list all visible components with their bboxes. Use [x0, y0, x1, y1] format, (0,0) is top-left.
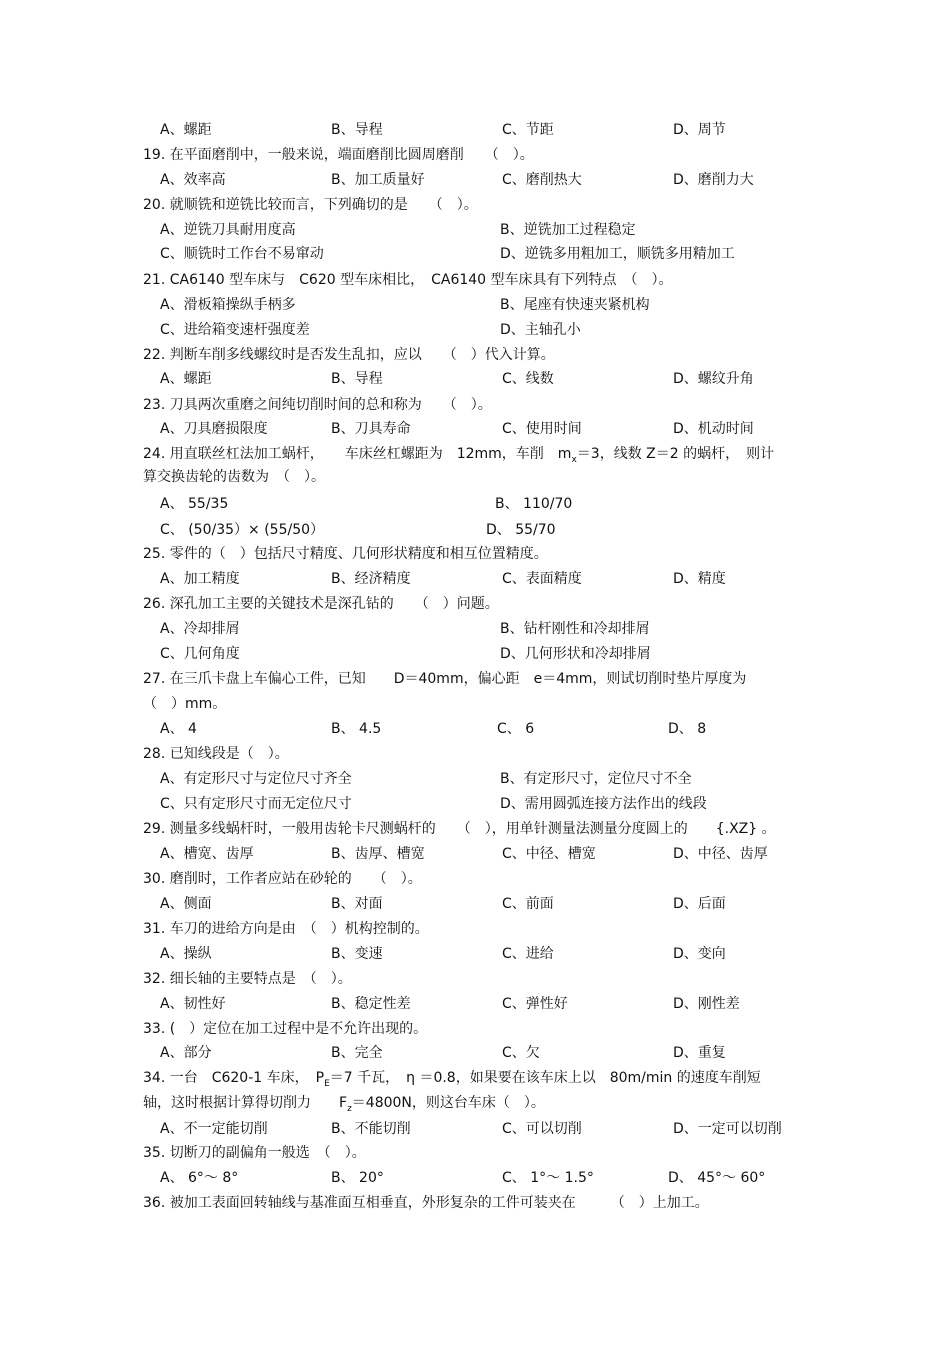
question-22: 22. 判断车削多线螺纹时是否发生乱扣，应以 （ ）代入计算。	[143, 347, 555, 363]
q29-options	[143, 843, 823, 865]
question-34-line1: 34. 一台 C620-1 车床， $P_E=7$ 千瓦， η ＝0.8，如果要在该车床上以 80m/min 的速度车削短	[143, 1070, 761, 1089]
option-b: B、完全	[331, 1045, 383, 1061]
option-c: C、节距	[502, 122, 554, 138]
option-a: A、侧面	[160, 896, 212, 912]
option-d: D、需用圆弧连接方法作出的线段	[500, 796, 707, 812]
option-b: B、尾座有快速夹紧机构	[500, 297, 650, 313]
option-c: C、线数	[502, 371, 554, 387]
option-b: B、不能切削	[331, 1121, 411, 1137]
option-d: D、 45°～ 60°	[668, 1170, 766, 1186]
question-25: 25. 零件的（ ）包括尺寸精度、几何形状精度和相互位置精度。	[143, 546, 548, 562]
question-36: 36. 被加工表面回转轴线与基准面互相垂直，外形复杂的工件可装夹在 （ ）上加工。	[143, 1195, 709, 1211]
q31-options	[143, 943, 823, 965]
q20-options-row2	[143, 243, 823, 265]
option-a: A、槽宽、齿厚	[160, 846, 254, 862]
q23-options	[143, 418, 823, 440]
option-a: A、滑板箱操纵手柄多	[160, 297, 296, 313]
q28-options-row1	[143, 768, 823, 790]
q25-options	[143, 568, 823, 590]
option-c: C、弹性好	[502, 996, 568, 1012]
question-30: 30. 磨削时，工作者应站在砂轮的 （ ）。	[143, 871, 422, 887]
question-20: 20. 就顺铣和逆铣比较而言，下列确切的是 （ ）。	[143, 197, 478, 213]
q22-options	[143, 368, 823, 390]
q32-options	[143, 993, 823, 1015]
question-29: 29. 测量多线蜗杆时，一般用齿轮卡尺测蜗杆的 （ ），用单针测量法测量分度圆上的 {.XZ} 。	[143, 821, 776, 837]
q35-options	[143, 1167, 823, 1189]
option-d: D、重复	[673, 1045, 726, 1061]
q30-options	[143, 893, 823, 915]
option-c: C、只有定形尺寸而无定位尺寸	[160, 796, 352, 812]
option-c: C、磨削热大	[502, 172, 582, 188]
option-d: D、几何形状和冷却排屑	[500, 646, 651, 662]
option-c: C、顺铣时工作台不易窜动	[160, 246, 324, 262]
q18-options	[143, 119, 823, 141]
option-b: B、 4.5	[331, 721, 382, 737]
option-b: B、刀具寿命	[331, 421, 411, 437]
option-d: D、逆铣多用粗加工，顺铣多用精加工	[500, 246, 735, 262]
option-d: D、精度	[673, 571, 726, 587]
q24-options-row1	[143, 493, 823, 515]
option-b: B、加工质量好	[331, 172, 425, 188]
option-a: A、效率高	[160, 172, 226, 188]
option-d: D、一定可以切削	[673, 1121, 782, 1137]
option-c: C、使用时间	[502, 421, 582, 437]
question-28: 28. 已知线段是（ ）。	[143, 746, 289, 762]
option-d: D、主轴孔小	[500, 322, 581, 338]
question-26: 26. 深孔加工主要的关键技术是深孔钻的 （ ）问题。	[143, 596, 499, 612]
option-c: C、 6	[497, 721, 535, 737]
option-b: B、 20°	[331, 1170, 384, 1186]
option-c: C、进给箱变速杆强度差	[160, 322, 310, 338]
q26-options-row2	[143, 643, 823, 665]
option-a: A、刀具磨损限度	[160, 421, 268, 437]
option-a: A、不一定能切削	[160, 1121, 268, 1137]
q21-options-row1	[143, 294, 823, 316]
option-b: B、导程	[331, 122, 383, 138]
q26-options-row1	[143, 618, 823, 640]
option-d: D、刚性差	[673, 996, 740, 1012]
question-31: 31. 车刀的进给方向是由 （ ）机构控制的。	[143, 921, 429, 937]
question-35: 35. 切断刀的副偏角一般选 （ ）。	[143, 1145, 366, 1161]
option-a: A、螺距	[160, 122, 212, 138]
option-b: B、 110/70	[495, 496, 573, 512]
option-a: A、韧性好	[160, 996, 226, 1012]
option-a: A、 55/35	[160, 496, 229, 512]
option-a: A、逆铣刀具耐用度高	[160, 222, 296, 238]
q21-options-row2	[143, 319, 823, 341]
option-b: B、齿厚、槽宽	[331, 846, 425, 862]
question-27-line2: （ ）mm。	[143, 696, 227, 712]
option-a: A、操纵	[160, 946, 212, 962]
option-b: B、有定形尺寸，定位尺寸不全	[500, 771, 692, 787]
q19-options	[143, 169, 823, 191]
option-d: D、后面	[673, 896, 726, 912]
option-a: A、部分	[160, 1045, 212, 1061]
option-d: D、机动时间	[673, 421, 754, 437]
option-c: C、几何角度	[160, 646, 240, 662]
option-a: A、有定形尺寸与定位尺寸齐全	[160, 771, 352, 787]
option-d: D、中径、齿厚	[673, 846, 768, 862]
q27-options	[143, 718, 823, 740]
question-33: 33. ( ）定位在加工过程中是不允许出现的。	[143, 1021, 428, 1037]
question-19: 19. 在平面磨削中，一般来说，端面磨削比圆周磨削 （ ）。	[143, 147, 534, 163]
option-b: B、导程	[331, 371, 383, 387]
question-24-line1: 24. 用直联丝杠法加工蜗杆， 车床丝杠螺距为 12mm，车削 $m_x=3$，线数 Z＝2 的蜗杆， 则计	[143, 446, 775, 465]
option-c: C、表面精度	[502, 571, 582, 587]
q34-options	[143, 1118, 823, 1140]
option-a: A、螺距	[160, 371, 212, 387]
q33-options	[143, 1042, 823, 1064]
option-d: D、 55/70	[486, 522, 556, 538]
option-a: A、冷却排屑	[160, 621, 240, 637]
option-b: B、逆铣加工过程稳定	[500, 222, 636, 238]
question-21: 21. CA6140 型车床与 C620 型车床相比， CA6140 型车床具有下列特点 （ ）。	[143, 272, 673, 288]
question-24-line2: 算交换齿轮的齿数为 （ ）。	[143, 469, 325, 485]
question-23: 23. 刀具两次重磨之间纯切削时间的总和称为 （ ）。	[143, 397, 492, 413]
question-32: 32. 细长轴的主要特点是 （ ）。	[143, 971, 352, 987]
option-a: A、 6°～ 8°	[160, 1170, 239, 1186]
option-b: B、变速	[331, 946, 383, 962]
option-c: C、 1°～ 1.5°	[502, 1170, 594, 1186]
option-b: B、对面	[331, 896, 383, 912]
option-d: D、变向	[673, 946, 726, 962]
option-d: D、螺纹升角	[673, 371, 754, 387]
q20-options-row1	[143, 219, 823, 241]
option-c: C、欠	[502, 1045, 540, 1061]
option-c: C、中径、槽宽	[502, 846, 596, 862]
option-b: B、钻杆刚性和冷却排屑	[500, 621, 650, 637]
option-b: B、稳定性差	[331, 996, 411, 1012]
option-b: B、经济精度	[331, 571, 411, 587]
option-c: C、可以切削	[502, 1121, 582, 1137]
q24-options-row2	[143, 519, 823, 541]
option-c: C、进给	[502, 946, 554, 962]
option-a: A、 4	[160, 721, 197, 737]
question-27-line1: 27. 在三爪卡盘上车偏心工件，已知 D＝40mm，偏心距 e＝4mm，则试切削时垫片厚度为	[143, 671, 747, 687]
question-34-line2: 轴，这时根据计算得切削力 $F_z=4800N$，则这台车床（ ）。	[143, 1095, 545, 1114]
option-d: D、周节	[673, 122, 726, 138]
option-c: C、 (50/35）× (55/50）	[160, 522, 325, 538]
option-c: C、前面	[502, 896, 554, 912]
option-d: D、磨削力大	[673, 172, 754, 188]
q28-options-row2	[143, 793, 823, 815]
option-a: A、加工精度	[160, 571, 240, 587]
option-d: D、 8	[668, 721, 707, 737]
